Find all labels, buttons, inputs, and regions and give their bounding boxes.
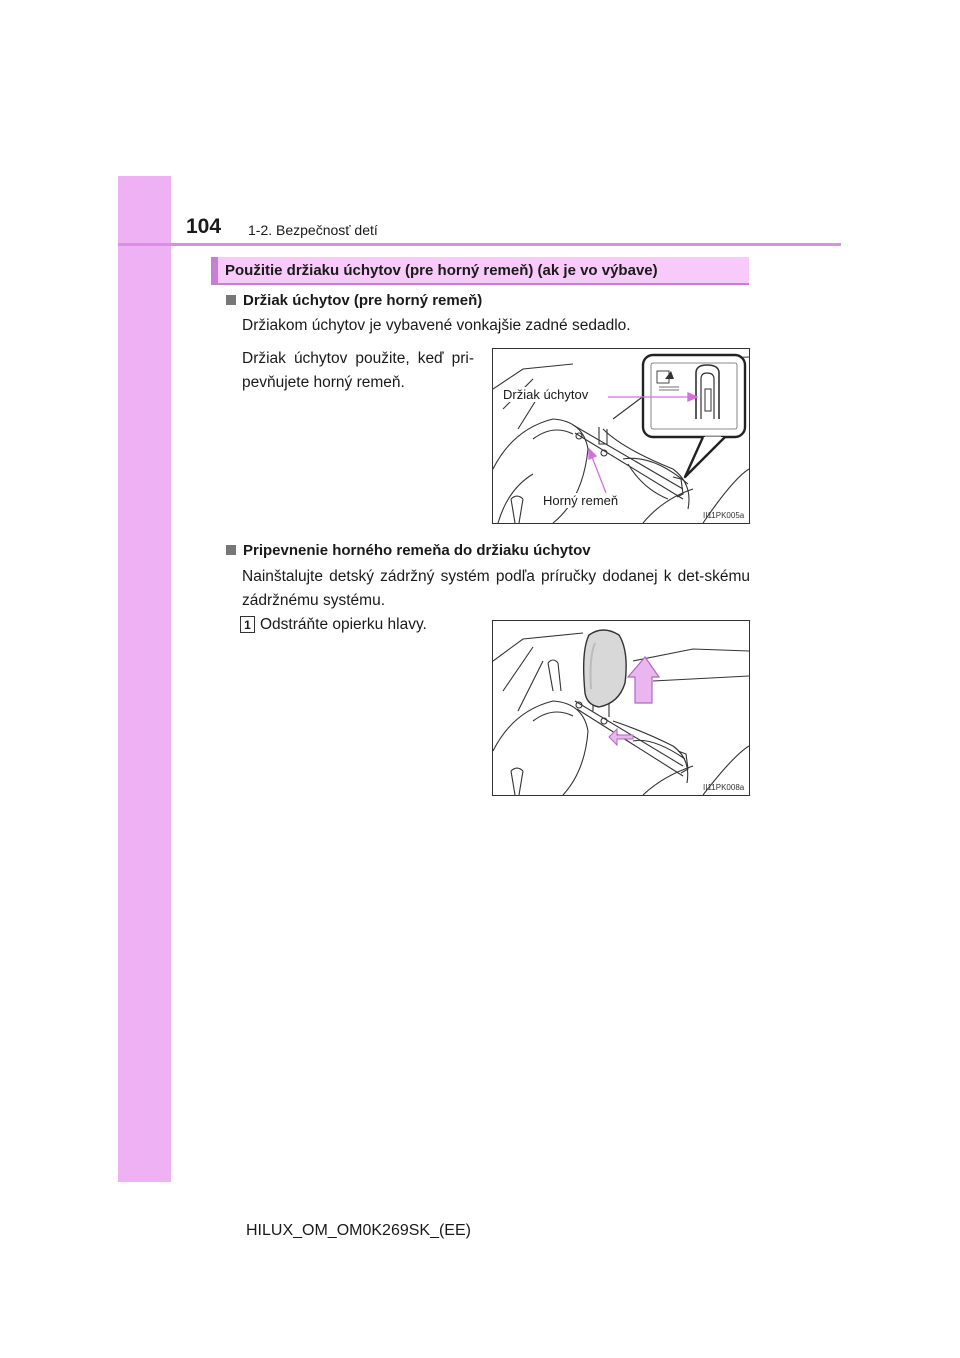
figure-code: II11PK008a (703, 783, 745, 792)
banner-title: Použitie držiaku úchytov (pre horný remeň) (ak je vo výbave) (225, 262, 658, 279)
figure-code: II11PK005a (703, 511, 745, 520)
bullet-square-icon (226, 295, 236, 305)
figure-tether-holder (492, 348, 750, 524)
section-banner (211, 257, 749, 285)
step-number-box: 1 (240, 616, 255, 633)
figure-remove-headrest (492, 620, 750, 796)
header-rule (118, 243, 841, 246)
label-tether-holder: Držiak úchytov (503, 387, 589, 402)
label-top-strap: Horný remeň (543, 493, 619, 508)
heading-holder-text: Držiak úchytov (pre horný remeň) (243, 292, 483, 309)
bullet-square-icon (226, 545, 236, 555)
section-title: 1-2. Bezpečnosť detí (248, 222, 378, 238)
tether-holder-illustration (493, 349, 749, 523)
paragraph-holder: Držiakom úchytov je vybavené vonkajšie zadné sedadlo. (242, 317, 631, 334)
footer-doc-id: HILUX_OM_OM0K269SK_(EE) (246, 1222, 471, 1239)
paragraph-holder-usage: Držiak úchytov použite, keď pri-pevňujete horný remeň. (242, 350, 474, 391)
heading-holder (226, 292, 482, 309)
heading-attach-text: Pripevnenie horného remeňa do držiaku úchytov (243, 542, 591, 559)
heading-attach (226, 542, 591, 559)
paragraph-attach: Nainštalujte detský zádržný systém podľa príručky dodanej k det-skému zádržnému systému. (242, 568, 750, 609)
step-text: Odstráňte opierku hlavy. (260, 616, 427, 633)
page-number: 104 (186, 215, 222, 238)
sidebar-tab (118, 176, 171, 1182)
remove-headrest-illustration (493, 621, 749, 795)
